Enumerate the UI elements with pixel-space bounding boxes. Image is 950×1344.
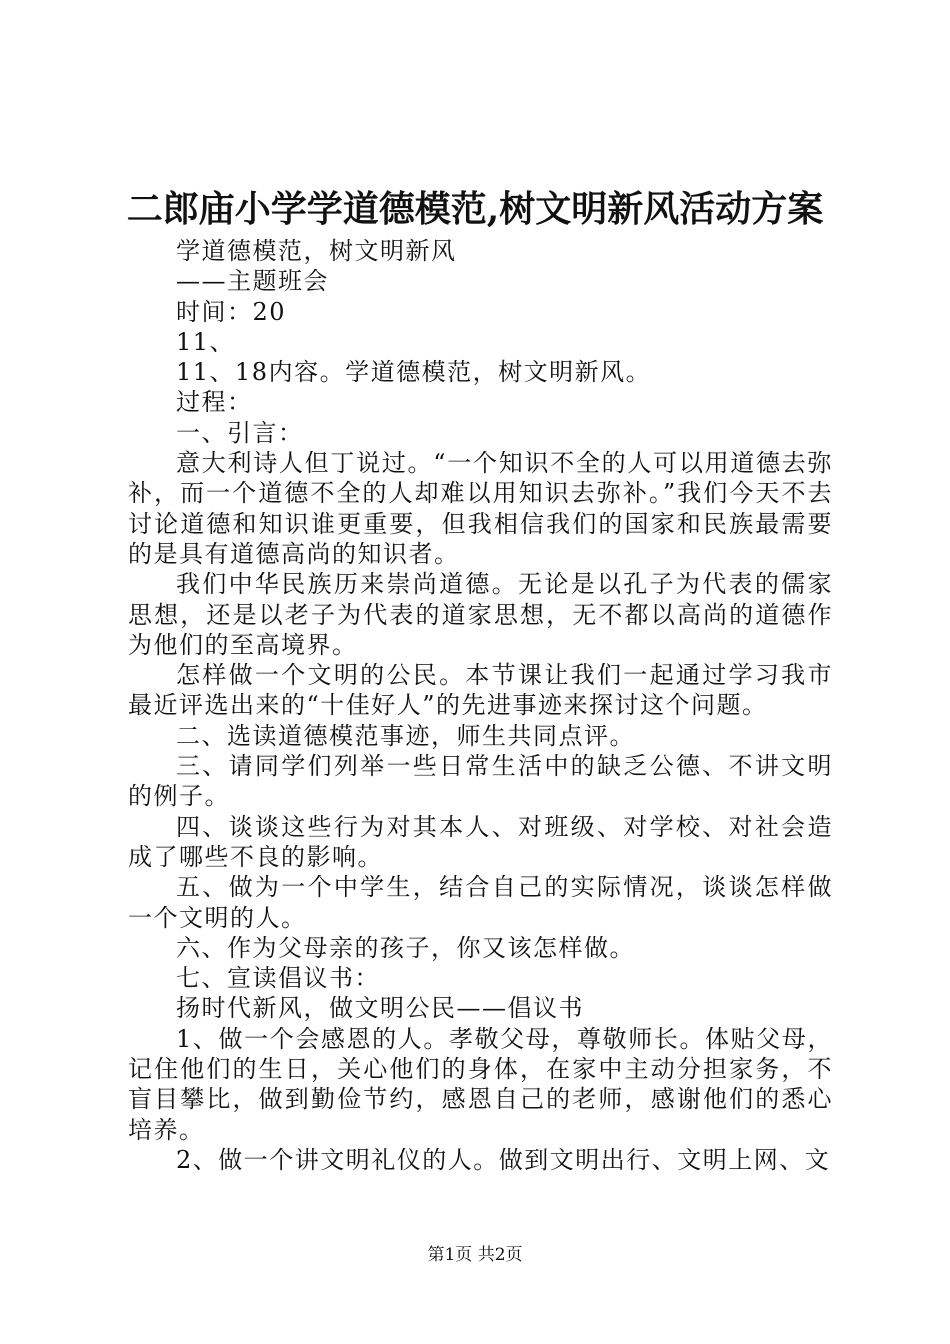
paragraph-step-5: 五、做为一个中学生，结合自己的实际情况，谈谈怎样做一个文明的人。 (128, 873, 833, 932)
page-footer: 第1页 共2页 (427, 1245, 523, 1265)
paragraph-intro-heading: 一、引言： (176, 418, 304, 447)
paragraph-proposal-title: 扬时代新风，做文明公民——倡议书 (176, 994, 584, 1023)
paragraph-proposal-1: 1、做一个会感恩的人。孝敬父母，尊敬师长。体贴父母，记住他们的生日，关心他们的身体，在家中主动分担家务，不盲目攀比，做到勤俭节约，感恩自己的老师，感谢他们的悉心培养。 (128, 1024, 833, 1144)
paragraph-chinese-morality: 我们中华民族历来崇尚道德。无论是以孔子为代表的儒家思想，还是以老子为代表的道家思想，无不都以高尚的道德作为他们的至高境界。 (128, 570, 833, 659)
paragraph-theme: ——主题班会 (176, 267, 329, 296)
paragraph-content: 11、18内容。学道德模范，树文明新风。 (176, 358, 652, 387)
paragraph-time: 时间：20 (176, 297, 287, 326)
paragraph-dante-quote: 意大利诗人但丁说过。“一个知识不全的人可以用道德去弥补，而一个道德不全的人却难以用知识去弥补。”我们今天不去讨论道德和知识谁更重要，但我相信我们的国家和民族最需要的是具有道德高尚的知识者。 (128, 449, 833, 568)
paragraph-step-7: 七、宣读倡议书： (176, 964, 380, 993)
paragraph-step-6: 六、作为父母亲的孩子，你又该怎样做。 (176, 933, 635, 962)
paragraph-process: 过程： (176, 388, 253, 417)
paragraph-subtitle: 学道德模范，树文明新风 (176, 237, 457, 265)
paragraph-proposal-2: 2、做一个讲文明礼仪的人。做到文明出行、文明上网、文 (176, 1145, 831, 1174)
paragraph-time-cont: 11、 (176, 327, 236, 356)
paragraph-step-2: 二、选读道德模范事迹，师生共同点评。 (176, 721, 635, 750)
paragraph-step-3: 三、请同学们列举一些日常生活中的缺乏公德、不讲文明的例子。 (128, 752, 833, 811)
paragraph-step-4: 四、谈谈这些行为对其本人、对班级、对学校、对社会造成了哪些不良的影响。 (128, 812, 833, 871)
document-title: 二郎庙小学学道德模范,树文明新风活动方案 (126, 188, 824, 230)
document-body (128, 236, 833, 1175)
paragraph-civil-citizen: 怎样做一个文明的公民。本节课让我们一起通过学习我市最近评选出来的“十佳好人”的先进事迹来探讨这个问题。 (128, 661, 833, 720)
